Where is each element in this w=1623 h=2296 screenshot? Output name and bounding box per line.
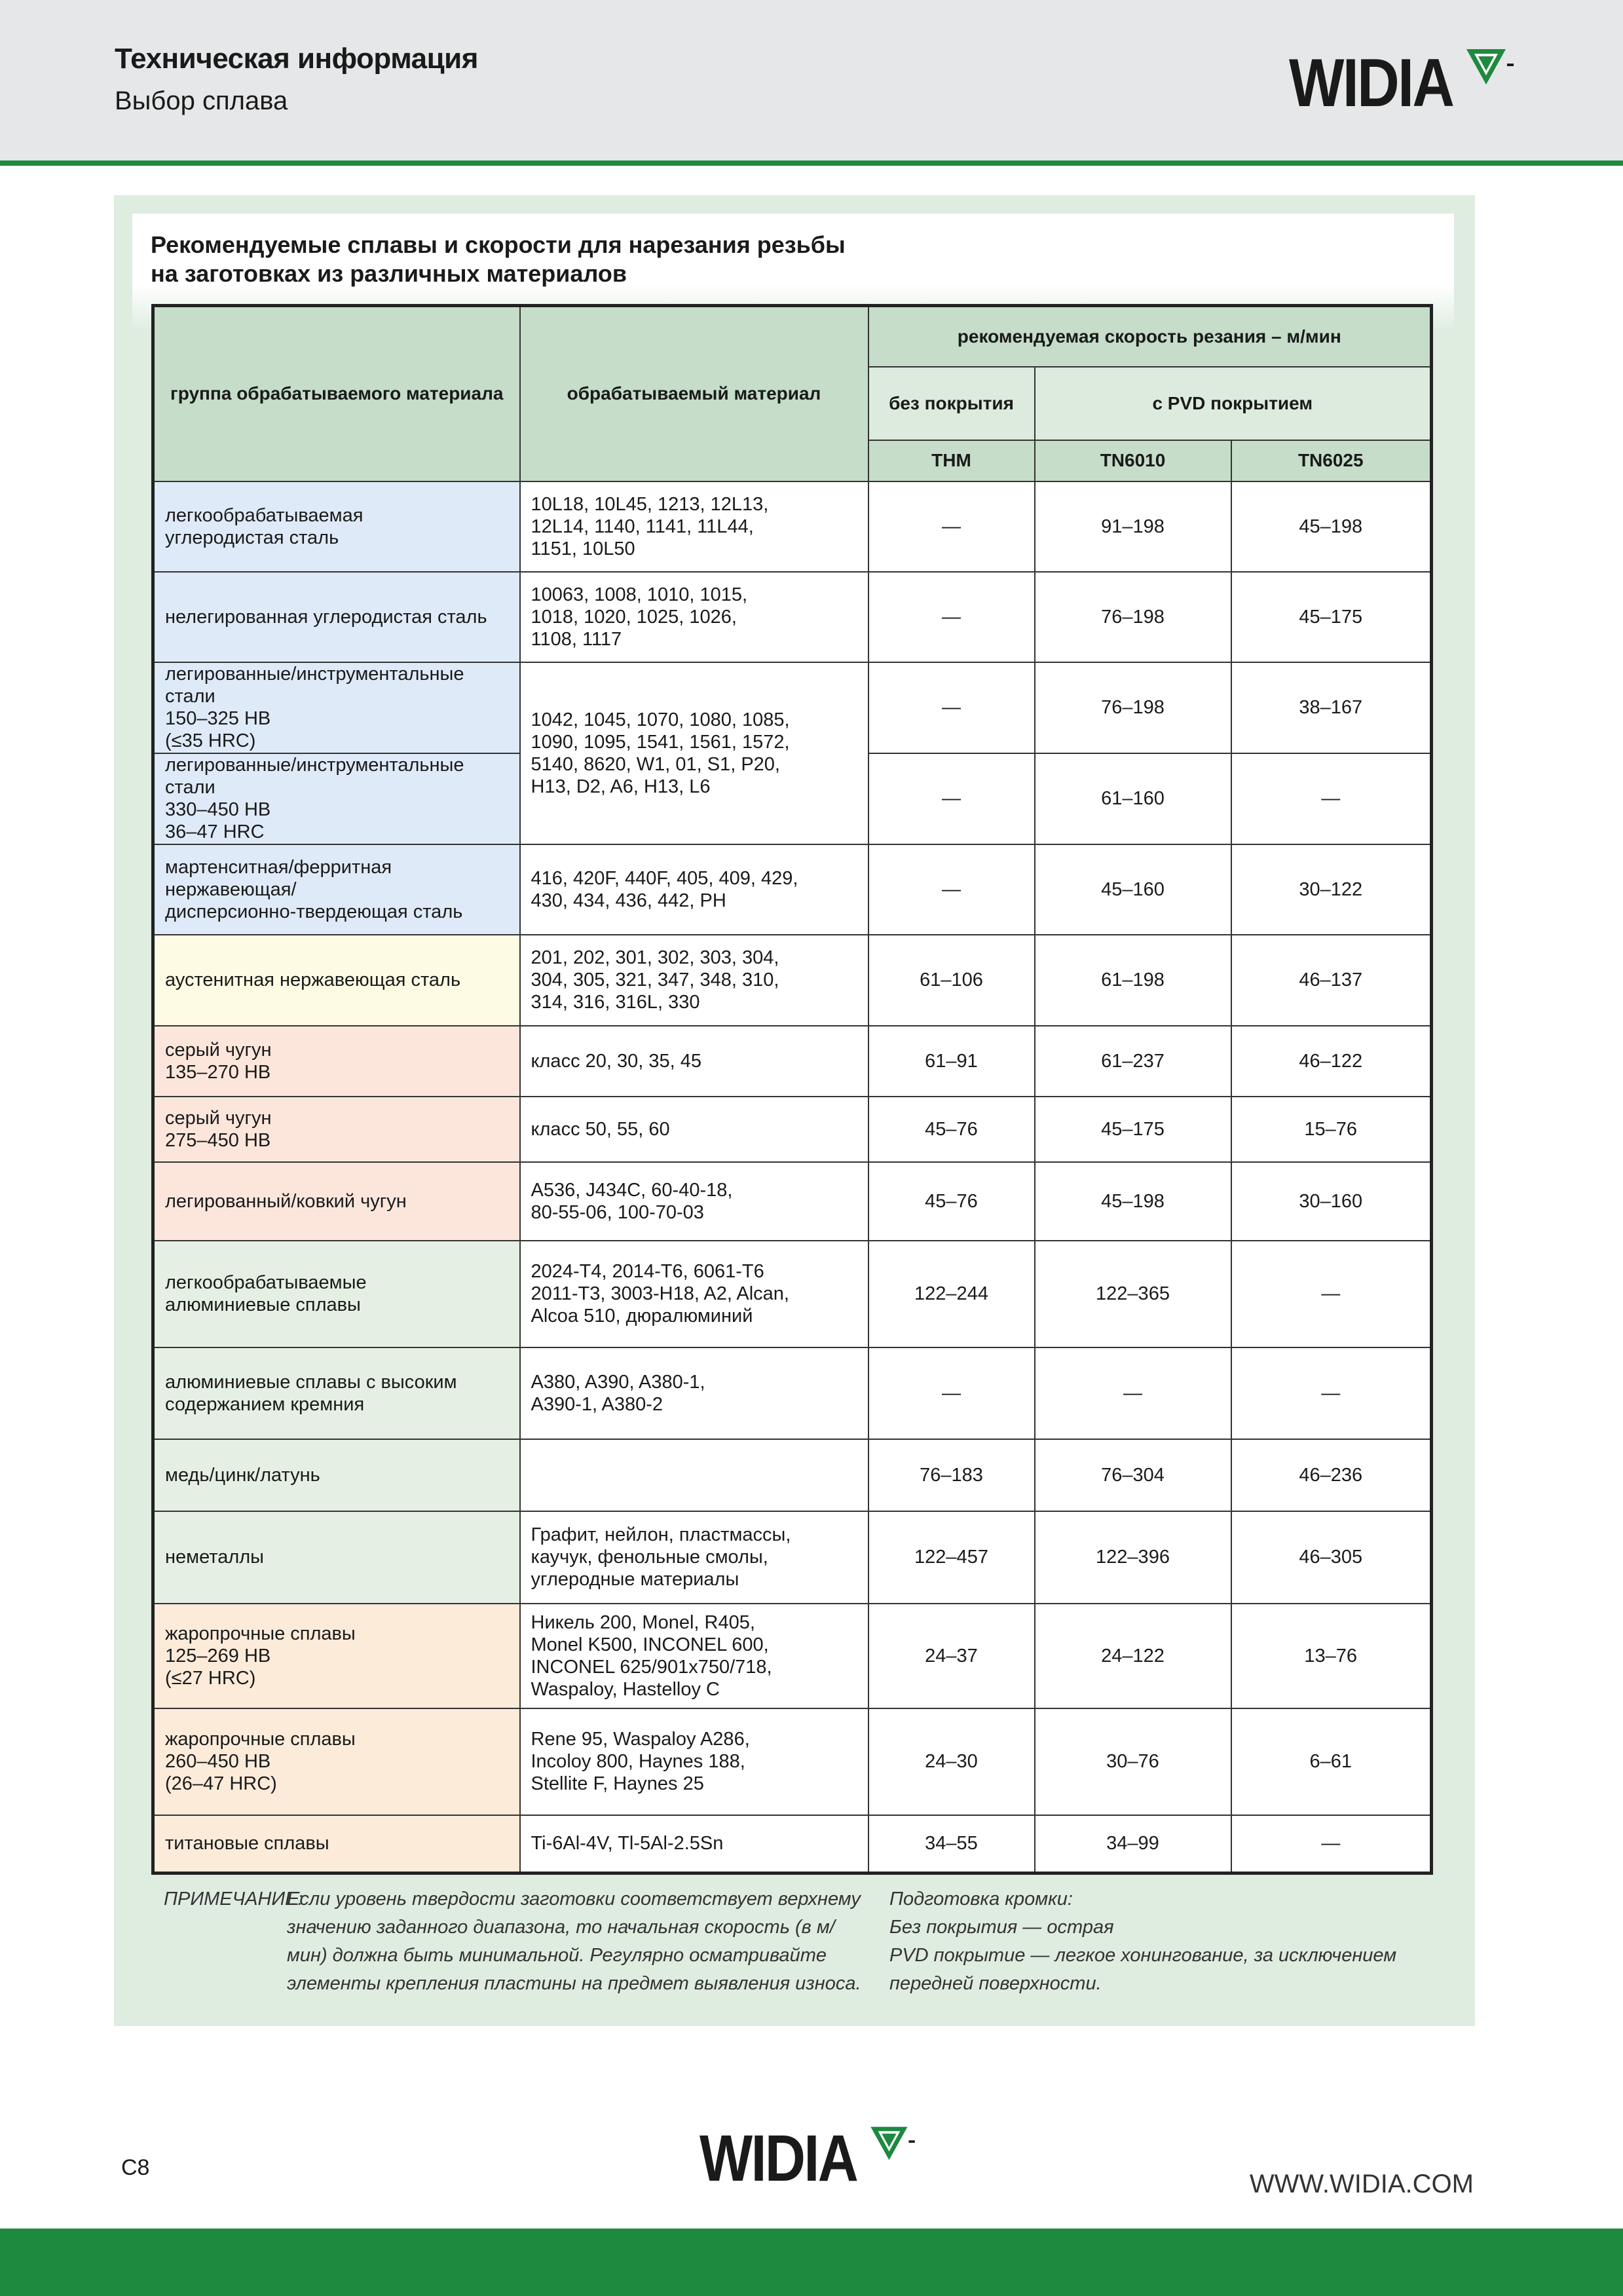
speed-tn6025-cell: 46–137 <box>1231 935 1432 1026</box>
speed-thm-cell: 122–244 <box>868 1241 1035 1347</box>
table-row <box>153 572 1432 662</box>
header-pvd: с PVD покрытием <box>1035 367 1432 440</box>
speed-tn6010-cell: 34–99 <box>1035 1815 1231 1873</box>
speed-tn6025-cell: 30–160 <box>1231 1162 1432 1241</box>
speed-tn6025-cell: 46–236 <box>1231 1439 1432 1511</box>
table-row <box>153 844 1432 935</box>
table-row <box>153 1604 1432 1708</box>
header-grade-tn6025: TN6025 <box>1231 440 1432 481</box>
edge-prep-uncoated: Без покрытия — острая <box>889 1917 1114 1938</box>
speed-tn6010-cell: 122–365 <box>1035 1241 1231 1347</box>
group-cell: неметаллы <box>153 1511 520 1604</box>
speed-thm-cell: 76–183 <box>868 1439 1035 1511</box>
speed-tn6010-cell: 61–160 <box>1035 753 1231 844</box>
speed-tn6010-cell: 76–198 <box>1035 662 1231 753</box>
table-row <box>153 1097 1432 1162</box>
header-uncoated: без покрытия <box>868 367 1035 440</box>
speed-tn6010-cell: 61–237 <box>1035 1026 1231 1097</box>
speed-thm-cell: — <box>868 572 1035 662</box>
widia-logo-footer <box>700 2122 918 2195</box>
group-cell: мартенситная/ферритная нержавеющая/ дисперсионно-твердеющая сталь <box>153 844 520 935</box>
speed-tn6025-cell: 46–122 <box>1231 1026 1432 1097</box>
speed-thm-cell: — <box>868 1347 1035 1439</box>
table-row <box>153 1439 1432 1511</box>
material-cell: A536, J434C, 60-40-18, 80-55-06, 100-70-03 <box>520 1162 868 1241</box>
speed-tn6010-cell: 30–76 <box>1035 1708 1231 1815</box>
material-cell: Ti-6Al-4V, Tl-5Al-2.5Sn <box>520 1815 868 1873</box>
group-cell: алюминиевые сплавы с высоким содержанием кремния <box>153 1347 520 1439</box>
page-number: C8 <box>121 2155 150 2180</box>
material-cell: класс 20, 30, 35, 45 <box>520 1026 868 1097</box>
material-cell: Никель 200, Monel, R405, Monel K500, INCONEL 600, INCONEL 625/901x750/718, Waspaloy, Hastelloy C <box>520 1604 868 1708</box>
table-row <box>153 481 1432 572</box>
table-row <box>153 662 1432 753</box>
group-cell: легированные/инструментальные стали 150–325 HB (≤35 HRC) <box>153 662 520 753</box>
triangle-logo-icon <box>869 2124 918 2164</box>
speed-thm-cell: 122–457 <box>868 1511 1035 1604</box>
material-cell: Графит, нейлон, пластмассы, каучук, фенольные смолы, углеродные материалы <box>520 1511 868 1604</box>
edge-prep-note <box>889 1885 1413 1998</box>
group-cell: нелегированная углеродистая сталь <box>153 572 520 662</box>
section-title: Рекомендуемые сплавы и скорости для нарезания резьбы на заготовках из различных материалов <box>151 231 846 287</box>
page-subtitle: Выбор сплава <box>115 86 288 115</box>
table-row <box>153 1162 1432 1241</box>
speed-tn6010-cell: 24–122 <box>1035 1604 1231 1708</box>
edge-prep-pvd: PVD покрытие — легкое хонингование, за исключением передней поверхности. <box>889 1945 1397 1994</box>
speed-tn6025-cell: 30–122 <box>1231 844 1432 935</box>
table-row <box>153 1026 1432 1097</box>
speed-tn6010-cell: 122–396 <box>1035 1511 1231 1604</box>
speed-tn6025-cell: 13–76 <box>1231 1604 1432 1708</box>
note-label: ПРИМЕЧАНИЕ: <box>164 1889 303 1910</box>
speed-tn6025-cell: — <box>1231 753 1432 844</box>
speed-tn6010-cell: 91–198 <box>1035 481 1231 572</box>
material-cell: A380, A390, A380-1, A390-1, A380-2 <box>520 1347 868 1439</box>
speed-thm-cell: 24–30 <box>868 1708 1035 1815</box>
header-divider <box>0 160 1623 166</box>
speed-thm-cell: — <box>868 481 1035 572</box>
material-cell: Rene 95, Waspaloy A286, Incoloy 800, Haynes 188, Stellite F, Haynes 25 <box>520 1708 868 1815</box>
table-row <box>153 1708 1432 1815</box>
speed-tn6025-cell: 45–175 <box>1231 572 1432 662</box>
group-cell: серый чугун 275–450 HB <box>153 1097 520 1162</box>
speed-tn6025-cell: — <box>1231 1815 1432 1873</box>
speed-tn6010-cell: — <box>1035 1347 1231 1439</box>
page-title: Техническая информация <box>115 43 478 75</box>
speed-thm-cell: 61–106 <box>868 935 1035 1026</box>
group-cell: титановые сплавы <box>153 1815 520 1873</box>
material-cell <box>520 1439 868 1511</box>
material-cell: 201, 202, 301, 302, 303, 304, 304, 305, 321, 347, 348, 310, 314, 316, 316L, 330 <box>520 935 868 1026</box>
speed-tn6025-cell: — <box>1231 1347 1432 1439</box>
speed-tn6010-cell: 45–160 <box>1035 844 1231 935</box>
speed-tn6010-cell: 45–198 <box>1035 1162 1231 1241</box>
website-link[interactable]: WWW.WIDIA.COM <box>1249 2170 1474 2198</box>
table-row <box>153 1241 1432 1347</box>
speed-thm-cell: 45–76 <box>868 1162 1035 1241</box>
speed-thm-cell: 45–76 <box>868 1097 1035 1162</box>
speed-thm-cell: 34–55 <box>868 1815 1035 1873</box>
table-row <box>153 1815 1432 1873</box>
speed-tn6025-cell: 6–61 <box>1231 1708 1432 1815</box>
material-cell: класс 50, 55, 60 <box>520 1097 868 1162</box>
header-group: группа обрабатываемого материала <box>153 306 520 481</box>
material-cell: 10063, 1008, 1010, 1015, 1018, 1020, 1025, 1026, 1108, 1117 <box>520 572 868 662</box>
speed-tn6025-cell: 15–76 <box>1231 1097 1432 1162</box>
material-cell: 416, 420F, 440F, 405, 409, 429, 430, 434, 436, 442, PH <box>520 844 868 935</box>
group-cell: легкообрабатываемые алюминиевые сплавы <box>153 1241 520 1347</box>
logo-wordmark: WIDIA <box>700 2122 857 2195</box>
speed-tn6025-cell: 38–167 <box>1231 662 1432 753</box>
group-cell: аустенитная нержавеющая сталь <box>153 935 520 1026</box>
header-material: обрабатываемый материал <box>520 306 868 481</box>
alloy-speed-table <box>151 304 1433 1875</box>
table-row <box>153 1347 1432 1439</box>
speed-thm-cell: 24–37 <box>868 1604 1035 1708</box>
header-speed: рекомендуемая скорость резания – м/мин <box>868 306 1432 367</box>
footer-bar <box>0 2229 1623 2296</box>
edge-prep-title: Подготовка кромки: <box>889 1889 1073 1910</box>
speed-tn6010-cell: 61–198 <box>1035 935 1231 1026</box>
group-cell: жаропрочные сплавы 125–269 HB (≤27 HRC) <box>153 1604 520 1708</box>
group-cell: легированные/инструментальные стали 330–450 HB 36–47 HRC <box>153 753 520 844</box>
group-cell: серый чугун 135–270 HB <box>153 1026 520 1097</box>
speed-thm-cell: 61–91 <box>868 1026 1035 1097</box>
note-text: Если уровень твердости заготовки соответствует верхнему значению заданного диапазона, то начальная скорость (в м/мин) должна быть минимальной. Регулярно осматривайте элементы крепления пластины на предмет выявления износа. <box>287 1889 861 1994</box>
speed-tn6010-cell: 45–175 <box>1035 1097 1231 1162</box>
speed-thm-cell: — <box>868 662 1035 753</box>
speed-tn6025-cell: 46–305 <box>1231 1511 1432 1604</box>
material-cell: 2024-T4, 2014-T6, 6061-T6 2011-T3, 3003-H18, A2, Alcan, Alcoa 510, дюралюминий <box>520 1241 868 1347</box>
group-cell: медь/цинк/латунь <box>153 1439 520 1511</box>
material-cell: 10L18, 10L45, 1213, 12L13, 12L14, 1140, 1141, 11L44, 1151, 10L50 <box>520 481 868 572</box>
header-grade-thm: THM <box>868 440 1035 481</box>
speed-tn6010-cell: 76–304 <box>1035 1439 1231 1511</box>
speed-tn6025-cell: — <box>1231 1241 1432 1347</box>
header-grade-tn6010: TN6010 <box>1035 440 1231 481</box>
triangle-logo-icon <box>1465 47 1516 88</box>
logo-wordmark: WIDIA <box>1289 45 1453 121</box>
table-row <box>153 1511 1432 1604</box>
widia-logo <box>1289 45 1516 121</box>
table-row <box>153 935 1432 1026</box>
material-cell: 1042, 1045, 1070, 1080, 1085, 1090, 1095, 1541, 1561, 1572, 5140, 8620, W1, 01, S1, P20, H13, D2, A6, H13, L6 <box>520 662 868 844</box>
group-cell: легкообрабатываемая углеродистая сталь <box>153 481 520 572</box>
group-cell: легированный/ковкий чугун <box>153 1162 520 1241</box>
speed-thm-cell: — <box>868 844 1035 935</box>
speed-thm-cell: — <box>868 753 1035 844</box>
speed-tn6010-cell: 76–198 <box>1035 572 1231 662</box>
group-cell: жаропрочные сплавы 260–450 HB (26–47 HRC) <box>153 1708 520 1815</box>
speed-tn6025-cell: 45–198 <box>1231 481 1432 572</box>
